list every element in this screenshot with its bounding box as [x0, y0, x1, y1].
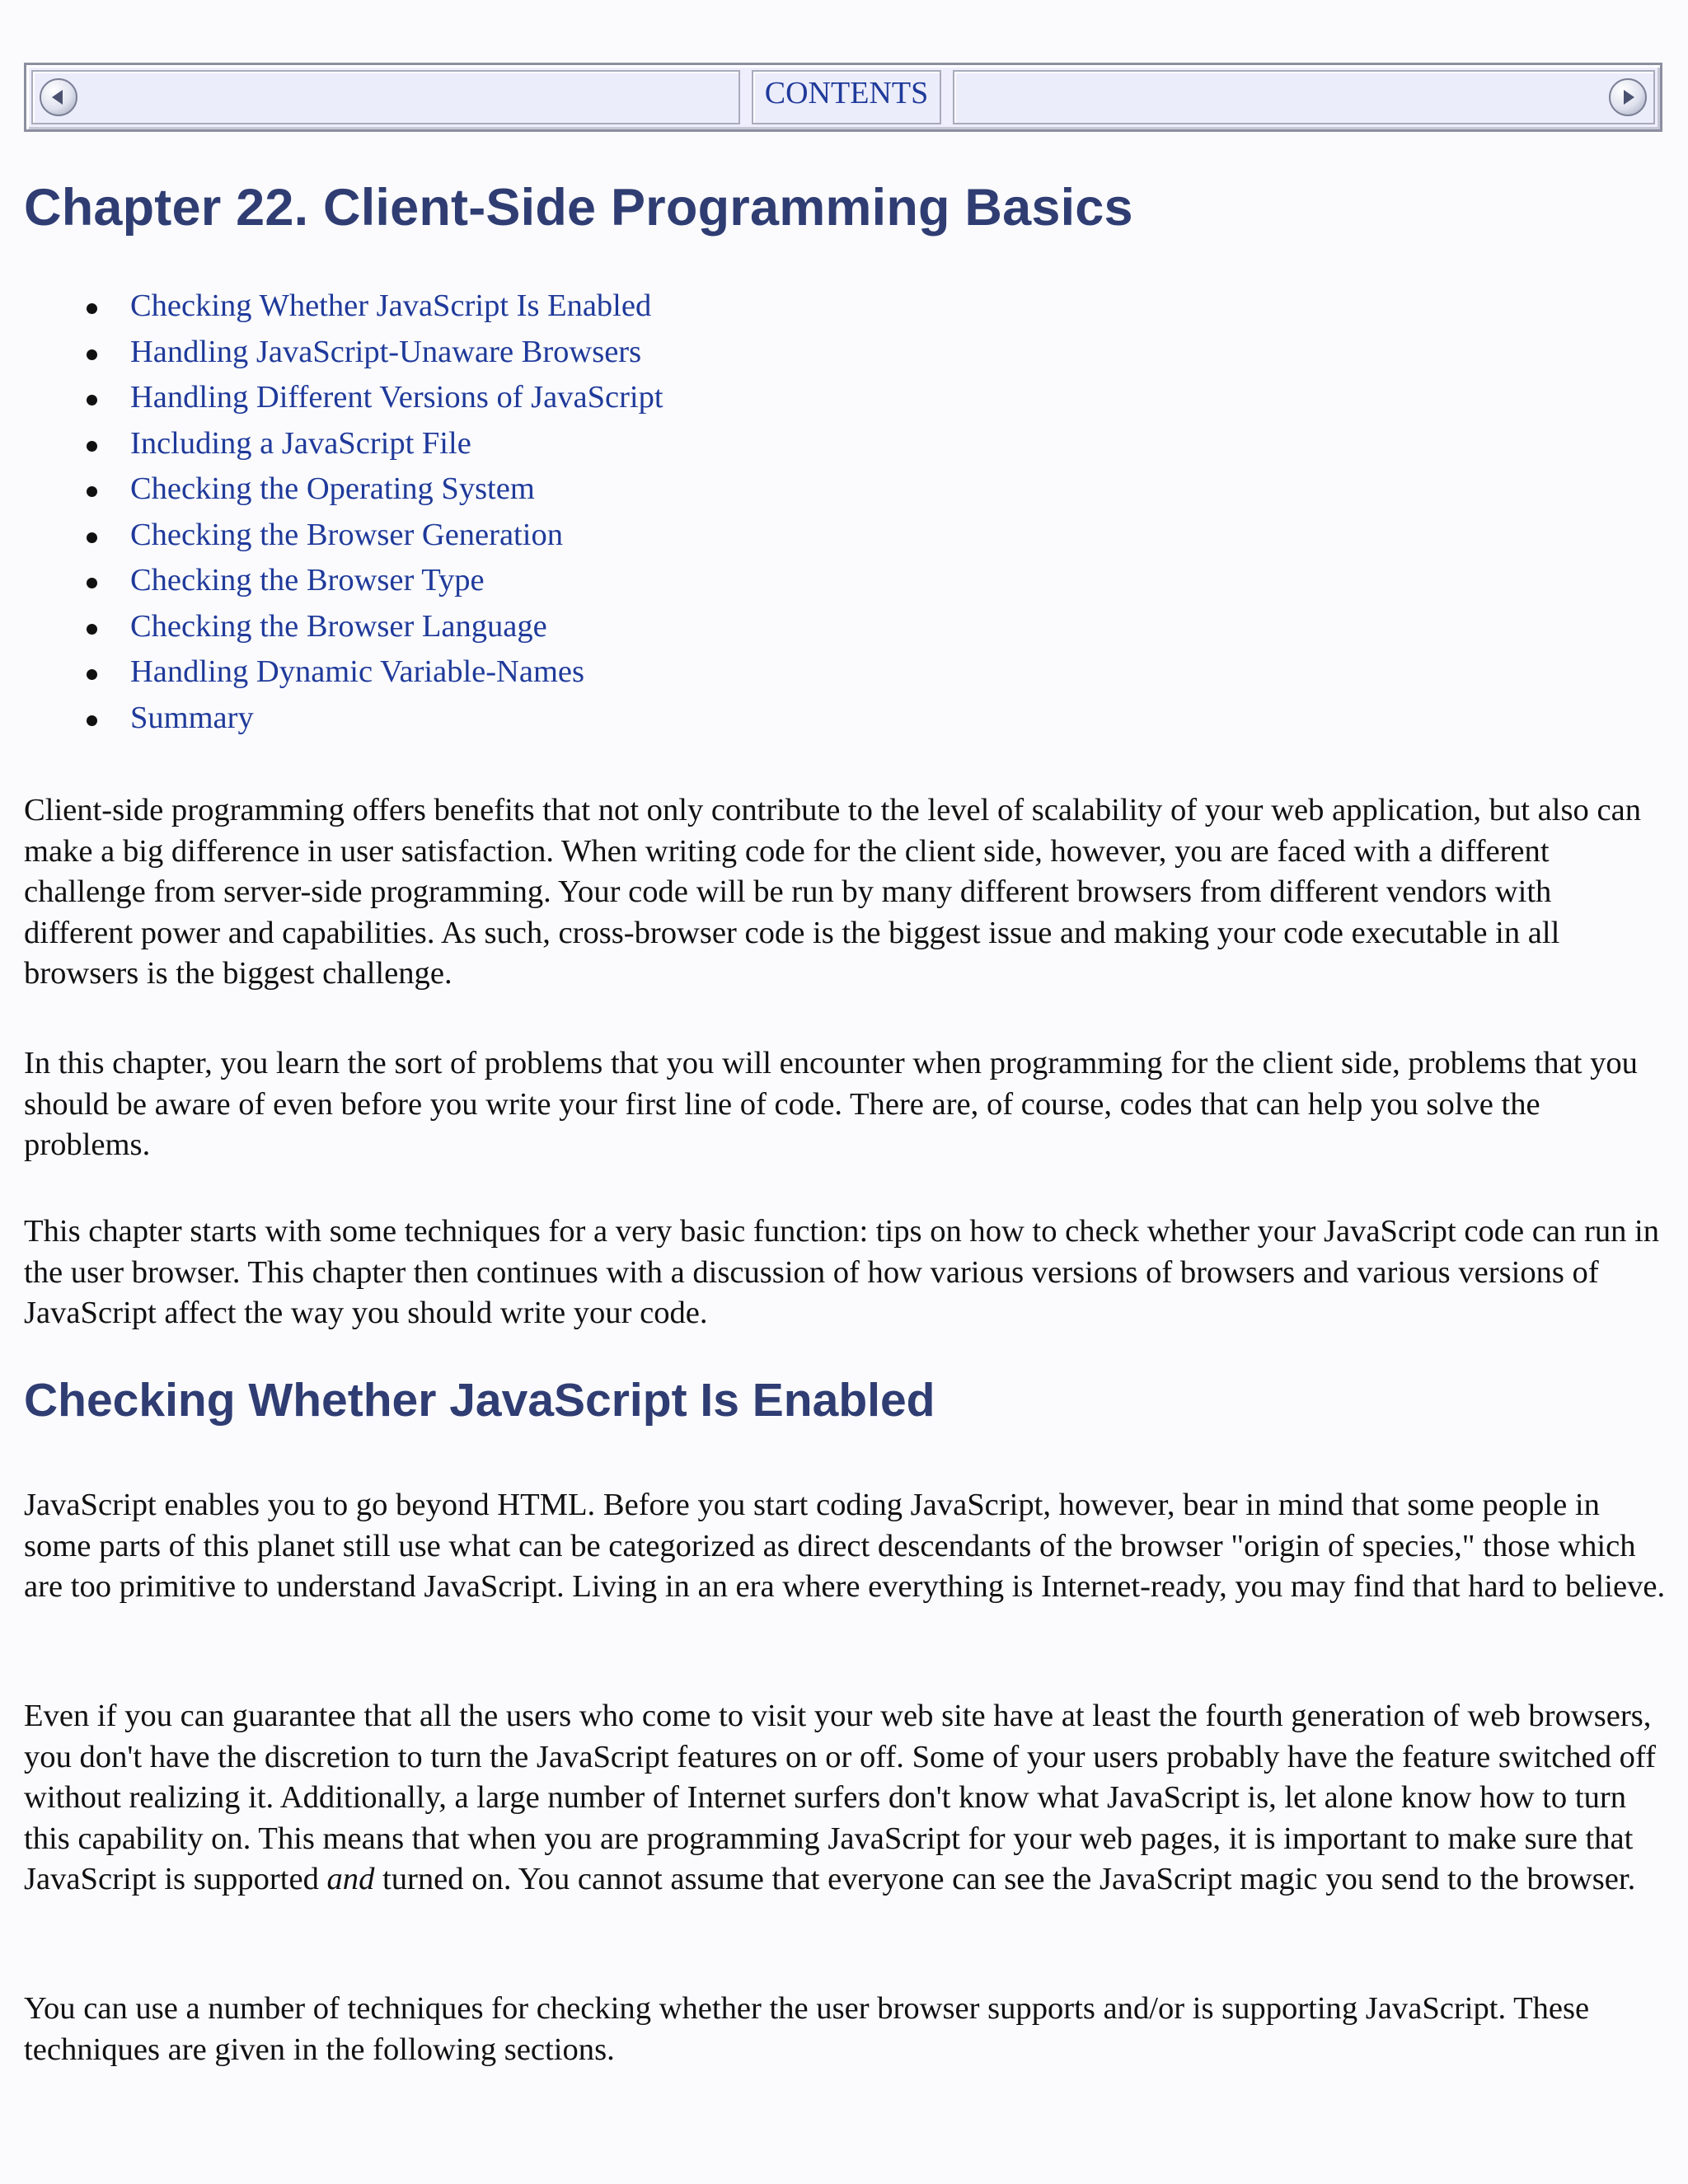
- toc-item: [24, 558, 663, 604]
- toc-item: [24, 696, 663, 742]
- bullet-icon: [87, 578, 97, 588]
- toc-link[interactable]: Checking the Browser Generation: [130, 517, 563, 552]
- toc-item: [24, 513, 663, 559]
- bullet-icon: [87, 441, 97, 452]
- next-page-button[interactable]: [1609, 78, 1647, 116]
- toc-item: [24, 330, 663, 376]
- section-paragraph: JavaScript enables you to go beyond HTML. Before you start coding JavaScript, however, bear in mind that some people in some parts of this planet still use what can be categorized as direct descendants of the browser "origin of species," those which are too primitive to understand JavaScript. Living in an era where everything is Internet-ready, you may find that hard to believe.: [24, 1488, 1666, 1604]
- section-paragraph: [24, 1696, 1666, 1900]
- contents-link[interactable]: CONTENTS: [764, 76, 929, 110]
- toc-link[interactable]: Checking Whether JavaScript Is Enabled: [130, 288, 652, 323]
- toc-item: [24, 421, 663, 467]
- toc-link[interactable]: Including a JavaScript File: [130, 425, 471, 461]
- toc-link[interactable]: Checking the Browser Type: [130, 563, 485, 598]
- toc-item: [24, 375, 663, 421]
- bullet-icon: [87, 349, 97, 360]
- nav-prev-cell: [31, 70, 740, 124]
- left-arrow-icon: [46, 85, 71, 110]
- toc-link[interactable]: Summary: [130, 700, 254, 735]
- chapter-title: Chapter 22. Client-Side Programming Basics: [24, 179, 1133, 237]
- toc-link[interactable]: Handling JavaScript-Unaware Browsers: [130, 334, 642, 369]
- bullet-icon: [87, 532, 97, 543]
- bullet-icon: [87, 395, 97, 405]
- bullet-icon: [87, 715, 97, 726]
- intro-paragraph: In this chapter, you learn the sort of problems that you will encounter when programming for the client side, problems that you should be aware of even before you write your first line of code. There are, of course, codes that can help you solve the problems.: [24, 1046, 1638, 1162]
- page: [24, 63, 1666, 2067]
- toc-link[interactable]: Handling Different Versions of JavaScript: [130, 380, 663, 415]
- table-of-contents: [24, 284, 663, 741]
- bullet-icon: [87, 486, 97, 497]
- intro-paragraph: Client-side programming offers benefits that not only contribute to the level of scalability of your web application, but also can make a big difference in user satisfaction. When writing code for the client side, however, you are faced with a different challenge from server-side programming. Your code will be run by many different browsers from different vendors with different power and capabilities. As such, cross-browser code is the biggest issue and making your code executable in all browsers is the biggest challenge.: [24, 793, 1641, 991]
- paragraph-text: turned on. You cannot assume that everyone can see the JavaScript magic you send to the browser.: [374, 1862, 1636, 1896]
- toc-item: [24, 284, 663, 330]
- toc-item: [24, 466, 663, 513]
- toc-item: [24, 604, 663, 650]
- toc-link[interactable]: Checking the Browser Language: [130, 608, 547, 644]
- bullet-icon: [87, 624, 97, 635]
- toc-item: [24, 649, 663, 696]
- section-paragraph: You can use a number of techniques for checking whether the user browser supports and/or is supporting JavaScript. These techniques are given in the following sections.: [24, 1991, 1590, 2067]
- intro-paragraph: This chapter starts with some techniques for a very basic function: tips on how to check whether your JavaScript code can run in the user browser. This chapter then continues with a discussion of how various versions of browsers and various versions of JavaScript affect the way you should write your code.: [24, 1214, 1660, 1330]
- section-heading: Checking Whether JavaScript Is Enabled: [24, 1374, 935, 1427]
- emphasis-text: and: [326, 1862, 375, 1896]
- right-arrow-icon: [1615, 85, 1640, 110]
- previous-page-button[interactable]: [40, 78, 77, 116]
- toc-link[interactable]: Checking the Operating System: [130, 471, 535, 506]
- nav-contents-cell: [752, 70, 941, 124]
- bullet-icon: [87, 303, 97, 314]
- bullet-icon: [87, 669, 97, 680]
- toc-link[interactable]: Handling Dynamic Variable-Names: [130, 654, 584, 689]
- nav-bar: [24, 63, 1662, 132]
- paragraph-text: Even if you can guarantee that all the users who come to visit your web site have at least the fourth generation of web browsers, you don't have the discretion to turn the JavaScript features on or off. Some of your users probably have the feature switched off without realizing it. Additionally, a large number of Internet surfers don't know what JavaScript is, let alone know how to turn this capability on. This means that when you are programming JavaScript for your web pages, it is important to make sure that JavaScript is supported: [24, 1699, 1656, 1896]
- nav-next-cell: [953, 70, 1655, 124]
